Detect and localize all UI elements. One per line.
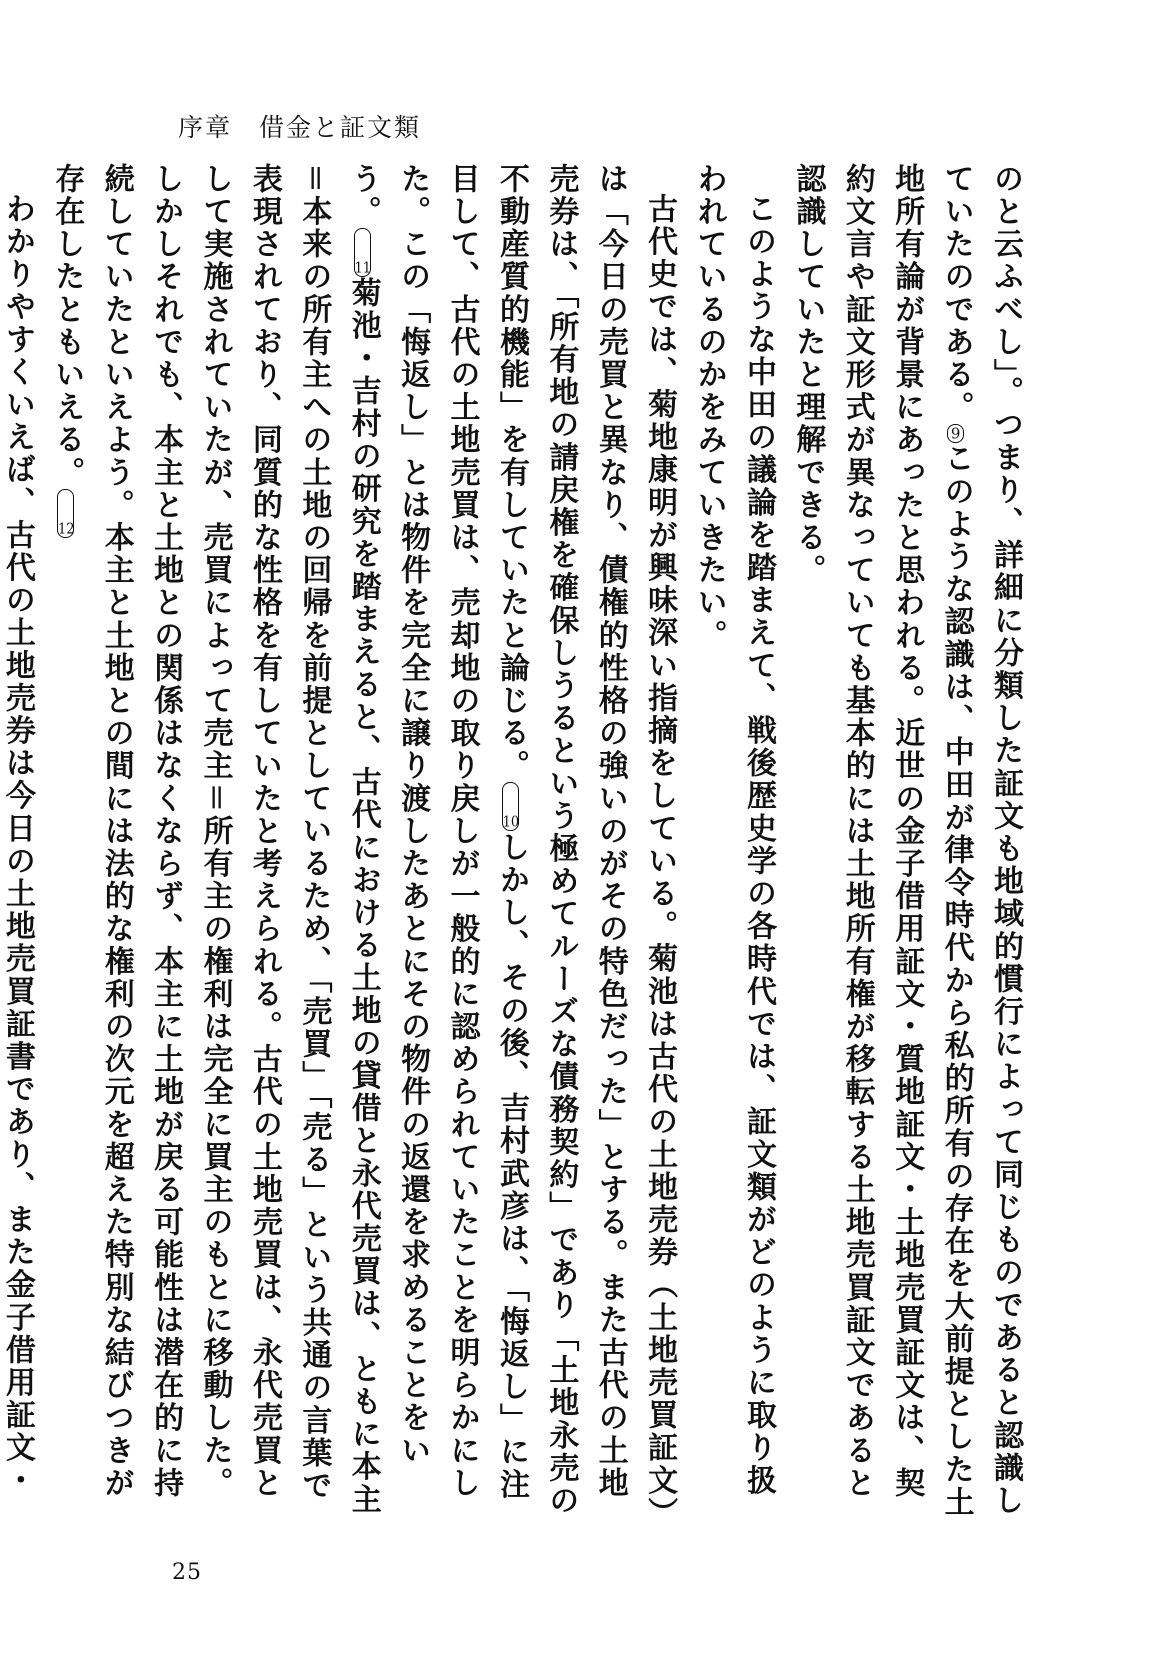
text-run: 古代史では、菊地康明が興味深い指摘をしている。菊池は古代の土地売券（土地売買証文）は「今日の売買と異なり、債権的性格の強いのがその特色だった」とする。また古代の土地売券は、「所有地の請戻権を確保しうるという極めてルーズな債務契約」であり「土地永売の不動産質的機能」を有していたと論じる。	[493, 163, 678, 1518]
footnote-marker: 11	[354, 228, 371, 277]
paragraph	[684, 163, 783, 1523]
text-run: このような中田の議論を踏まえて、戦後歴史学の各時代では、証文類がどのように取り扱われているのかをみていきたい。	[691, 163, 776, 1497]
paragraph	[42, 163, 684, 1523]
text-run: しかし、その後、吉村武彦は、「悔返し」に注目して、古代の土地売買は、売却地の取り戻しが一般的に認められていたことを明らかにした。この「悔返し」とは物件を完全に譲り渡したあとにその物件の返還を求めることをいう。	[345, 163, 529, 1502]
text-run: 菊池・吉村の研究を踏まえると、古代における土地の貸借と永代売買は、ともに本主＝本来の所有主への土地の回帰を前提としているため、「売買」「売る」という共通の言葉で表現されており、同質的な性格を有していたと考えられる。古代の土地売買は、永代売買として実施されていたが、売買によって売主＝所有主の権利は完全に買主のもとに移動した。しかしそれでも、本主と土地との関係はなくならず、本主に土地が戻る可能性は潜在的に持続していたといえよう。本主と土地との間には法的な権利の次元を超えた特別な結びつきが存在したともいえる。	[49, 163, 381, 1517]
paragraph	[783, 163, 1030, 1523]
text-run: このような認識は、中田が律令時代から私的所有の存在を大前提とした土地所有論が背景にあったと思われる。近世の金子借用証文・質地証文・土地売買証文は、契約文言や証文形式が異なっていても基本的には土地所有権が移転する土地売買証文であると認識していたと理解できる。	[790, 163, 974, 1519]
footnote-marker: 9	[947, 424, 964, 443]
page-number: 25	[172, 1560, 202, 1585]
footnote-marker: 10	[502, 782, 519, 831]
text-run: のと云ふべし」。つまり、詳細に分類した証文も地域的慣行によって同じものであると認識していたのである。	[938, 163, 1023, 1518]
running-head: 序章 借金と証文類	[178, 113, 422, 142]
vertical-body-text	[0, 163, 1030, 1523]
paragraph	[0, 163, 42, 1523]
text-run: わかりやすくいえば、古代の土地売券は今日の土地売買証書であり、また金子借用証文・	[0, 193, 35, 1497]
footnote-marker: 12	[57, 489, 74, 538]
